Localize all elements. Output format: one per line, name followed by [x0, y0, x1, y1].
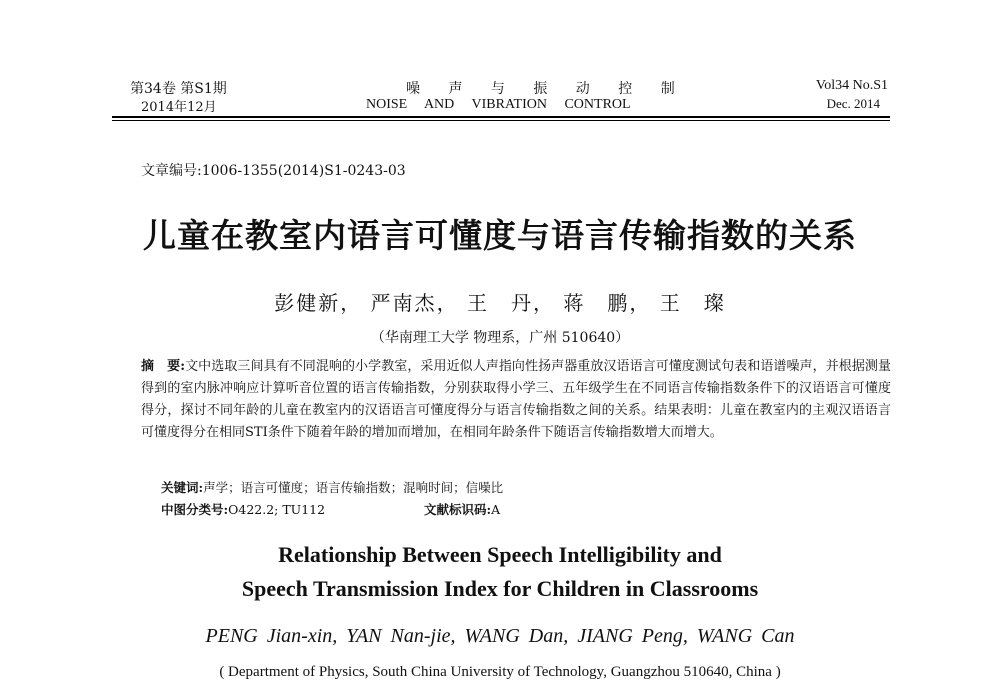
- header-rule-thin: [112, 120, 890, 121]
- header-rule-thick: [112, 116, 890, 118]
- authors-cn: 彭健新， 严南杰， 王 丹， 蒋 鹏， 王 璨: [274, 291, 726, 315]
- keywords-label: 关键词:: [161, 480, 204, 495]
- affiliation-cn: （华南理工大学 物理系，广州 510640）: [370, 330, 630, 346]
- abstract: [141, 356, 891, 444]
- title-en: [0, 538, 1000, 606]
- document-code: [424, 500, 500, 518]
- title-en-line1: Relationship Between Speech Intelligibility and: [278, 542, 722, 567]
- title-cn: 儿童在教室内语言可懂度与语言传输指数的关系: [143, 216, 857, 255]
- keywords-text: 声学；语言可懂度；语言传输指数；混响时间；信噪比: [203, 480, 504, 495]
- doc-code-text: A: [491, 502, 501, 517]
- abstract-text: 文中选取三间具有不同混响的小学教室，采用近似人声指向性扬声器重放汉语语言可懂度测试句表和语谱噪声，并根据测量得到的室内脉冲响应计算听音位置的语言传输指数，分别获取得小学三、五年级学生在不同语言传输指数条件下的汉语语言可懂度得分，探讨不同年龄的儿童在教室内的汉语语言可懂度得分与语言传输指数之间的关系。结果表明：儿童在教室内的主观汉语语言可懂度得分在相同STI条件下随着年龄的增加而增加，在相同年龄条件下随语言传输指数增大而增大。: [141, 359, 891, 440]
- header-date-en: Dec. 2014: [826, 96, 880, 111]
- article-number: 文章编号:1006-1355(2014)S1-0243-03: [141, 163, 406, 179]
- authors-en: PENG Jian-xin, YAN Nan-jie, WANG Dan, JIANG Peng, WANG Can: [205, 625, 795, 647]
- clc-number: [161, 500, 325, 518]
- affiliation-en: ( Department of Physics, South China University of Technology, Guangzhou 510640, China ): [219, 664, 781, 680]
- header-volume-issue: 第34卷 第S1期: [130, 81, 227, 97]
- keywords: [161, 478, 503, 496]
- header-journal-cn: 噪 声 与 振 动 控 制: [406, 81, 687, 97]
- doc-code-label: 文献标识码:: [424, 502, 492, 517]
- header-date-cn: 2014年12月: [141, 100, 217, 115]
- title-en-line2: Speech Transmission Index for Children in Classrooms: [241, 576, 759, 601]
- header-journal-en: NOISE AND VIBRATION CONTROL: [366, 97, 631, 112]
- clc-label: 中图分类号:: [161, 502, 229, 517]
- abstract-label: 摘 要:: [141, 359, 186, 374]
- header-volume-en: Vol34 No.S1: [815, 78, 888, 93]
- clc-text: O422.2; TU112: [228, 502, 326, 517]
